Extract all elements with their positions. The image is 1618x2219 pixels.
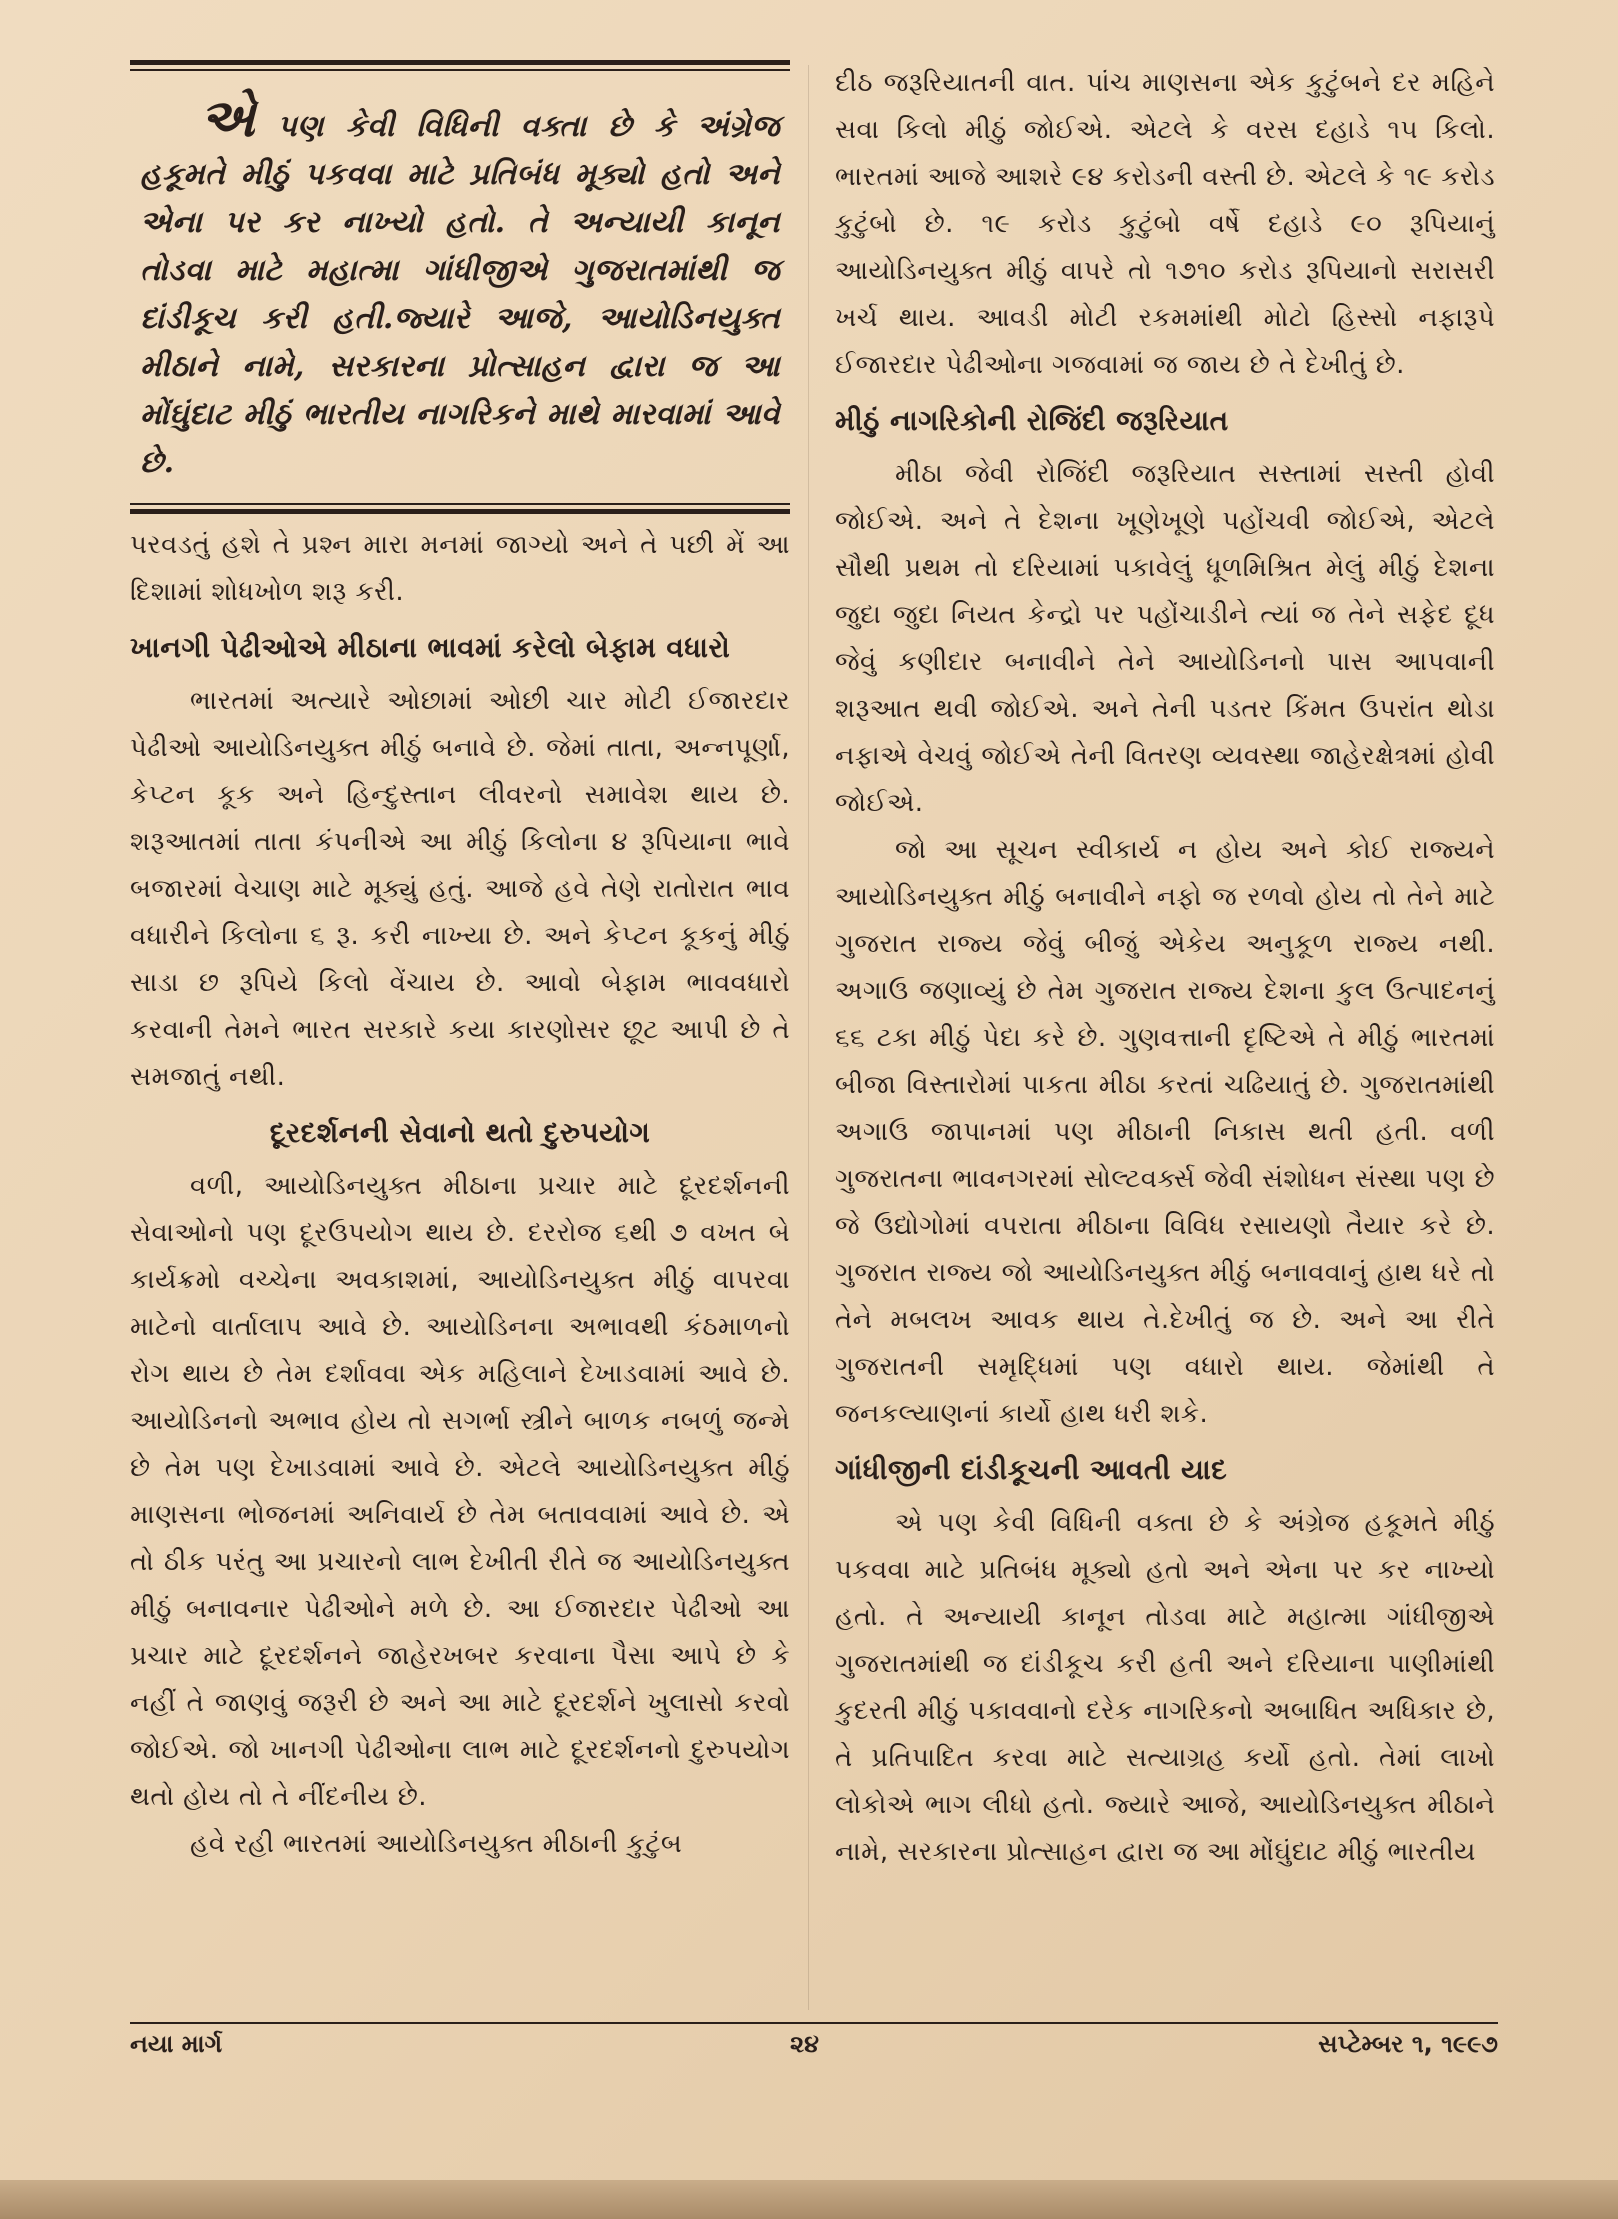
- right-paragraph-2: મીઠા જેવી રોજિંદી જરૂરિયાત સસ્તામાં સસ્તી હોવી જોઈએ. અને તે દેશના ખૂણેખૂણે પહોંચવી જોઈએ, એટલે સૌથી પ્રથમ તો દરિયામાં પકાવેલું ધૂળમિશ્રિત મેલું મીઠું દેશના જુદા જુદા નિયત કેન્દ્રો પર પહોંચાડીને ત્યાં જ તેને સફેદ દૂધ જેવું કણીદાર બનાવીને તેને આયોડિનનો પાસ આપવાની શરૂઆત થવી જોઈએ. અને તેની પડતર કિંમત ઉપરાંત થોડા નફાએ વેચવું જોઈએ તેની વિતરણ વ્યવસ્થા જાહેરક્ષેત્રમાં હોવી જોઈએ.: [835, 459, 1495, 818]
- left-paragraph-1: પરવડતું હશે તે પ્રશ્ન મારા મનમાં જાગ્યો અને તે પછી મેં આ દિશામાં શોધખોળ શરૂ કરી.: [130, 530, 790, 607]
- left-heading-1: ખાનગી પેઢીઓએ મીઠાના ભાવમાં કરેલો બેફામ વધારો: [130, 631, 731, 664]
- right-paragraph-1: દીઠ જરૂરિયાતની વાત. પાંચ માણસના એક કુટુંબને દર મહિને સવા કિલો મીઠું જોઈએ. એટલે કે વરસ દહાડે ૧૫ કિલો. ભારતમાં આજે આશરે ૯૪ કરોડની વસ્તી છે. એટલે કે ૧૯ કરોડ કુટુંબો છે. ૧૯ કરોડ કુટુંબો વર્ષે દહાડે ૯૦ રૂપિયાનું આયોડિનયુક્ત મીઠું વાપરે તો ૧૭૧૦ કરોડ રૂપિયાનો સરાસરી ખર્ચ થાય. આવડી મોટી રકમમાંથી મોટો હિસ્સો નફારૂપે ઈજારદાર પેઢીઓના ગજવામાં જ જાય છે તે દેખીતું છે.: [835, 68, 1495, 380]
- left-paragraph-2: ભારતમાં અત્યારે ઓછામાં ઓછી ચાર મોટી ઈજારદાર પેઢીઓ આયોડિનયુક્ત મીઠું બનાવે છે. જેમાં તાતા, અન્નપૂર્ણા, કેપ્ટન કૂક અને હિન્દુસ્તાન લીવરનો સમાવેશ થાય છે. શરૂઆતમાં તાતા કંપનીએ આ મીઠું કિલોના ૪ રૂપિયાના ભાવે બજારમાં વેચાણ માટે મૂક્યું હતું. આજે હવે તેણે રાતોરાત ભાવ વધારીને કિલોના ૬ રૂ. કરી નાખ્યા છે. અને કેપ્ટન કૂકનું મીઠું સાડા છ રૂપિયે કિલો વેંચાય છે. આવો બેફામ ભાવવધારો કરવાની તેમને ભારત સરકારે કયા કારણોસર છૂટ આપી છે તે સમજાતું નથી.: [130, 686, 790, 1092]
- left-paragraph-3: વળી, આયોડિનયુક્ત મીઠાના પ્રચાર માટે દૂરદર્શનની સેવાઓનો પણ દૂરઉપયોગ થાય છે. દરરોજ ૬થી ૭ વખત બે કાર્યક્રમો વચ્ચેના અવકાશમાં, આયોડિનયુક્ત મીઠું વાપરવા માટેનો વાર્તાલાપ આવે છે. આયોડિનના અભાવથી કંઠમાળનો રોગ થાય છે તેમ દર્શાવવા એક મહિલાને દેખાડવામાં આવે છે. આયોડિનનો અભાવ હોય તો સગર્ભા સ્ત્રીને બાળક નબળું જન્મે છે તેમ પણ દેખાડવામાં આવે છે. એટલે આયોડિનયુક્ત મીઠું માણસના ભોજનમાં અનિવાર્ય છે તેમ બતાવવામાં આવે છે. એ તો ઠીક પરંતુ આ પ્રચારનો લાભ દેખીતી રીતે જ આયોડિનયુક્ત મીઠું બનાવનાર પેઢીઓને મળે છે. આ ઈજારદાર પેઢીઓ આ પ્રચાર માટે દૂરદર્શનને જાહેરખબર કરવાના પૈસા આપે છે કે નહીં તે જાણવું જરૂરી છે અને આ માટે દૂરદર્શને ખુલાસો કરવો જોઈએ. જો ખાનગી પેઢીઓના લાભ માટે દૂરદર્શનનો દુરુપયોગ થતો હોય તો તે નીંદનીય છે.: [130, 1171, 790, 1812]
- left-heading-2: દૂરદર્શનની સેવાનો થતો દુરુપયોગ: [269, 1116, 651, 1149]
- right-heading-2: ગાંધીજીની દાંડીકૂચની આવતી યાદ: [835, 1453, 1228, 1486]
- right-paragraph-4: એ પણ કેવી વિધિની વક્તા છે કે અંગ્રેજ હકૂમતે મીઠું પકવવા માટે પ્રતિબંધ મૂક્યો હતો અને એના પર કર નાખ્યો હતો. તે અન્યાયી કાનૂન તોડવા માટે મહાત્મા ગાંધીજીએ ગુજરાતમાંથી જ દાંડીકૂચ કરી હતી અને દરિયાના પાણીમાંથી કુદરતી મીઠું પકાવવાનો દરેક નાગરિકનો અબાધિત અધિકાર છે, તે પ્રતિપાદિત કરવા માટે સત્યાગ્રહ કર્યો હતો. તેમાં લાખો લોકોએ ભાગ લીધો હતો. જ્યારે આજે, આયોડિનયુક્ત મીઠાને નામે, સરકારના પ્રોત્સાહન દ્વારા જ આ મોંઘુંદાટ મીઠું ભારતીય: [835, 1508, 1495, 1867]
- pull-quote: [130, 71, 790, 497]
- right-heading-1: મીઠું નાગરિકોની રોજિંદી જરૂરિયાત: [835, 404, 1229, 437]
- right-paragraph-3: જો આ સૂચન સ્વીકાર્ય ન હોય અને કોઈ રાજ્યને આયોડિનયુક્ત મીઠું બનાવીને નફો જ રળવો હોય તો તેને માટે ગુજરાત રાજ્ય જેવું બીજું એકેય અનુકૂળ રાજ્ય નથી. અગાઉ જણાવ્યું છે તેમ ગુજરાત રાજ્ય દેશના કુલ ઉત્પાદનનું ૬૬ ટકા મીઠું પેદા કરે છે. ગુણવત્તાની દૃષ્ટિએ તે મીઠું ભારતમાં બીજા વિસ્તારોમાં પાકતા મીઠા કરતાં ચઢિયાતું છે. ગુજરાતમાંથી અગાઉ જાપાનમાં પણ મીઠાની નિકાસ થતી હતી. વળી ગુજરાતના ભાવનગરમાં સોલ્ટવર્ક્સ જેવી સંશોધન સંસ્થા પણ છે જે ઉદ્યોગોમાં વપરાતા મીઠાના વિવિધ રસાયણો તૈયાર કરે છે. ગુજરાત રાજ્ય જો આયોડિનયુક્ત મીઠું બનાવવાનું હાથ ધરે તો તેને મબલખ આવક થાય તે.દેખીતું જ છે. અને આ રીતે ગુજરાતની સમૃદ્ધિમાં પણ વધારો થાય. જેમાંથી તે જનકલ્યાણનાં કાર્યો હાથ ધરી શકે.: [835, 835, 1495, 1429]
- pull-quote-text: પણ કેવી વિધિની વક્તા છે કે અંગ્રેજ હકૂમતે મીઠું પકવવા માટે પ્રતિબંધ મૂક્યો હતો અને એના પર કર નાખ્યો હતો. તે અન્યાયી કાનૂન તોડવા માટે મહાત્મા ગાંધીજીએ ગુજરાતમાંથી જ દાંડીકૂચ કરી હતી.જ્યારે આજે, આયોડિનયુક્ત મીઠાને નામે, સરકારના પ્રોત્સાહન દ્વારા જ આ મોંઘુંદાટ મીઠું ભારતીય નાગરિકને માથે મારવામાં આવે છે.: [140, 109, 780, 480]
- pull-quote-bottom-rule: [130, 503, 790, 514]
- pull-quote-top-rule: [130, 60, 790, 71]
- right-column: [835, 60, 1495, 1876]
- column-divider: [808, 65, 809, 2010]
- thin-rule: [130, 503, 790, 505]
- pull-quote-dropcap: એ: [200, 88, 256, 149]
- left-paragraph-4: હવે રહી ભારતમાં આયોડિનયુક્ત મીઠાની કુટુંબ: [190, 1829, 683, 1859]
- left-column: [130, 60, 790, 1868]
- footer-date: સપ્ટેમ્બર ૧, ૧૯૯૭: [1318, 2030, 1498, 2058]
- thick-rule: [130, 509, 790, 514]
- page-bottom-edge: [0, 2180, 1618, 2219]
- footer-page-number: ૨૪: [790, 2030, 819, 2058]
- footer-rule: [130, 2022, 1498, 2024]
- page-footer: [130, 2030, 1498, 2070]
- thick-rule: [130, 60, 790, 65]
- footer-magazine-name: નયા માર્ગ: [130, 2030, 223, 2058]
